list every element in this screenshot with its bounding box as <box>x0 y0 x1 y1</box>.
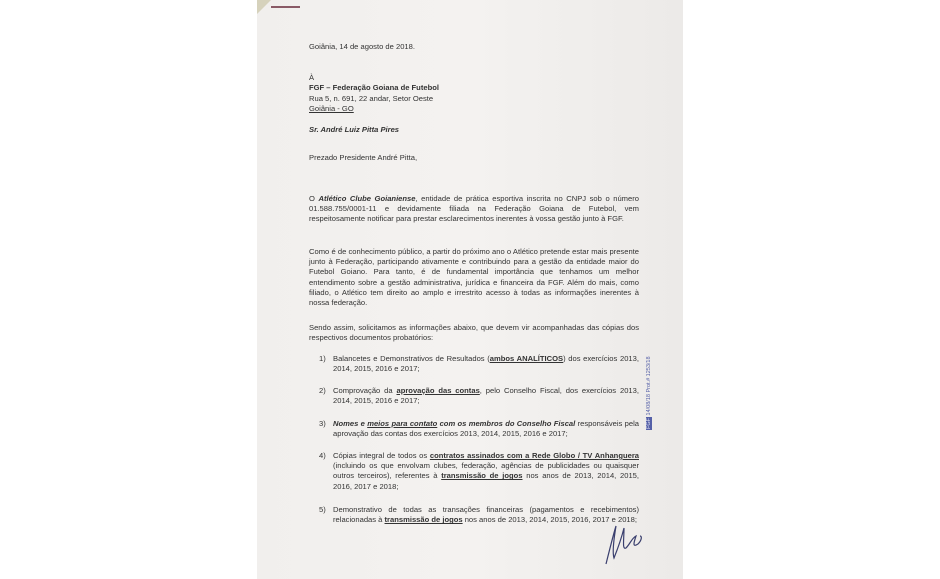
p1-rest: , entidade de prática esportiva inscrita no CNPJ sob o número 01.588.755/0001-11 e devidamente filiada na Federação Goiana de Futebol, vem respeitosamente notificar para prestar esclarecimentos inerentes à vossa gestão junto à FGF. <box>309 194 639 224</box>
club-name: Atlético Clube Goianiense <box>318 194 416 203</box>
item-text: Demonstrativo de todas as transações financeiras (pagamentos e recebimentos) relacionadas à <box>333 505 639 525</box>
request-item-5 <box>319 505 639 525</box>
item-text: Cópias integral de todos os <box>333 451 430 460</box>
salutation: Prezado Presidente André Pitta, <box>309 153 418 162</box>
recipient-city: Goiânia - GO <box>309 104 354 113</box>
item-emphasis: meios para contato <box>367 419 438 428</box>
item-emphasis: aprovação das contas <box>396 386 480 395</box>
recipient-person: Sr. André Luiz Pitta Pires <box>309 125 400 134</box>
item-text: nos anos de 2013, 2014, 2015, 2016, 2017 e 2018; <box>333 471 640 491</box>
item-text: nos anos de 2013, 2014, 2015, 2016, 2017 e 2018; <box>462 515 637 525</box>
letter-page <box>257 0 683 579</box>
signature-icon <box>602 518 646 568</box>
recipient-org: FGF – Federação Goiana de Futebol <box>309 83 439 92</box>
item-number: 1) <box>319 354 326 363</box>
to-label: À <box>309 73 315 82</box>
item-emphasis: transmissão de jogos <box>441 471 523 481</box>
item-text: responsáveis pela aprovação das contas dos exercícios 2013, 2014, 2015, 2016 e 2017; <box>333 419 640 439</box>
recipient-address: Rua 5, n. 691, 22 andar, Setor Oeste <box>309 94 434 103</box>
date-line: Goiânia, 14 de agosto de 2018. <box>309 42 415 51</box>
paragraph-request: Sendo assim, solicitamos as informações abaixo, que devem vir acompanhadas das cópias dos respectivos documentos probatórios: <box>309 323 639 343</box>
request-item-4 <box>319 451 639 492</box>
paragraph-context: Como é de conhecimento público, a partir do próximo ano o Atlético pretende estar mais presente junto à Federação, participando ativamente e contribuindo para a gestão da entidade maior do Futebol Goiano. Para tanto, é de fundamental importância que tenhamos um melhor entendimento sobre a gestão administrativa, jurídica e financeira da FGF. Além do mais, como filiado, o Atlético tem direito ao amplo e irrestrito acesso à todas as informações inerentes à nossa federação. <box>309 247 639 308</box>
item-text: , pelo Conselho Fiscal, dos exercícios 2013, 2014, 2015, 2016 e 2017; <box>333 386 639 406</box>
protocol-stamp <box>646 356 652 430</box>
request-item-2 <box>319 386 639 406</box>
stamp-org: FGF <box>646 418 652 429</box>
item-text: Balancetes e Demonstrativos de Resultados ( <box>333 354 490 363</box>
item-number: 3) <box>319 419 326 428</box>
item-text: Comprovação da <box>333 386 397 395</box>
item-number: 5) <box>319 505 326 514</box>
paragraph-intro <box>309 194 639 225</box>
p1-lead: O <box>309 194 319 203</box>
item-text: (incluindo os que envolvam clubes, federação, agências de publicidades ou quaisquer outros terceiros), referentes à <box>333 461 639 481</box>
item-emphasis: com os membros do Conselho Fiscal <box>437 419 576 428</box>
item-number: 2) <box>319 386 326 395</box>
item-emphasis: contratos assinados com a Rede Globo / TV Anhanguera <box>429 451 639 460</box>
stamp-text: 14/08/18 Prot.# 1253/18 <box>646 356 652 416</box>
item-number: 4) <box>319 451 326 460</box>
folded-corner <box>257 0 271 14</box>
item-emphasis: Nomes e <box>333 419 368 428</box>
item-text: ) dos exercícios 2013, 2014, 2015, 2016 e 2017; <box>333 354 639 374</box>
request-item-3 <box>319 419 639 439</box>
request-item-1 <box>319 354 639 374</box>
item-emphasis: ambos ANALÍTICOS <box>489 354 564 363</box>
clip-mark <box>271 6 300 8</box>
item-emphasis: transmissão de jogos <box>384 515 463 525</box>
